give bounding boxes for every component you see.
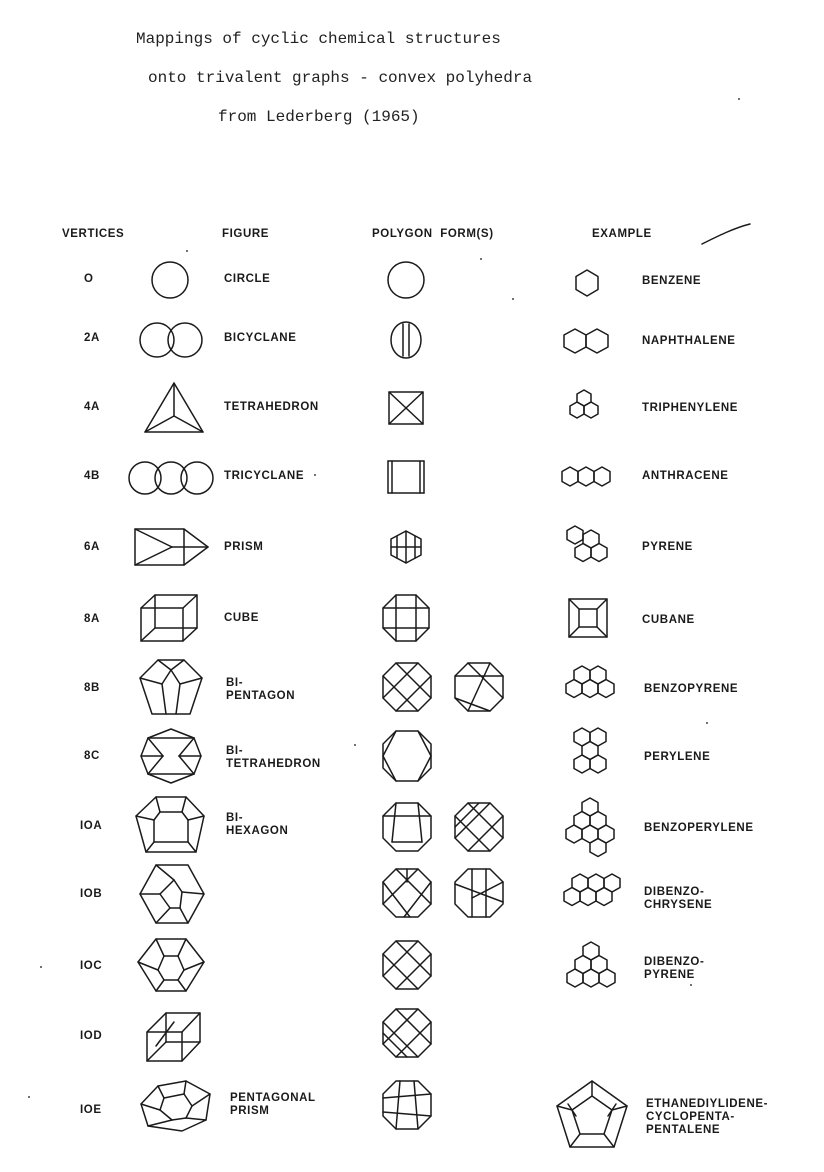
row-10-example-label: DIBENZO- PYRENE	[644, 956, 705, 981]
row-8-example-label: BENZOPERYLENE	[644, 822, 754, 834]
row-12-vertices: IOE	[80, 1104, 102, 1116]
speck	[706, 722, 708, 724]
row-9-example-label: DIBENZO- CHRYSENE	[644, 886, 713, 911]
row-8-figure-bihexagon	[132, 794, 208, 858]
row-4-example-structure	[560, 524, 610, 568]
row-3-figure-label: TRICYCLANE	[224, 470, 305, 482]
row-5-example-structure	[566, 596, 610, 640]
row-0-figure-label: CIRCLE	[224, 273, 271, 285]
row-10-figure-10c	[134, 936, 208, 994]
speck	[690, 984, 692, 986]
row-9-example-structure	[556, 872, 628, 914]
row-6-figure-label: BI- PENTAGON	[226, 677, 296, 702]
row-7-vertices: 8C	[84, 750, 100, 762]
row-0-example-structure	[572, 268, 602, 298]
speck	[28, 1096, 30, 1098]
row-0-figure-circle	[150, 260, 190, 300]
row-2-vertices: 4A	[84, 401, 100, 413]
row-8-figure-label: BI- HEXAGON	[226, 812, 289, 837]
title-line-1: Mappings of cyclic chemical structures	[136, 30, 501, 48]
header-figure: FIGURE	[222, 228, 270, 240]
title-line-3: from Lederberg (1965)	[218, 108, 420, 126]
row-6-polygon-form-2	[452, 660, 506, 714]
row-10-polygon-form-1	[380, 938, 434, 992]
row-0-example-label: BENZENE	[642, 275, 702, 287]
row-2-figure-tetrahedron	[142, 380, 206, 436]
row-5-vertices: 8A	[84, 613, 100, 625]
row-8-polygon-form-2	[452, 800, 506, 854]
row-10-example-structure	[560, 940, 622, 998]
row-3-polygon-form-1	[384, 458, 428, 496]
row-8-example-structure	[558, 796, 622, 858]
row-12-figure-label: PENTAGONAL PRISM	[230, 1092, 316, 1117]
row-9-polygon-form-1	[380, 866, 434, 920]
row-2-example-structure	[564, 388, 604, 428]
row-3-figure-tricyclane	[126, 458, 216, 498]
row-1-vertices: 2A	[84, 332, 100, 344]
stray-pen-stroke	[700, 222, 752, 246]
row-7-example-label: PERYLENE	[644, 751, 711, 763]
row-7-figure-bitetrahedron	[138, 726, 204, 786]
row-3-example-structure	[560, 464, 620, 490]
row-10-vertices: IOC	[80, 960, 103, 972]
header-example: EXAMPLE	[592, 228, 652, 240]
speck	[512, 298, 514, 300]
row-1-example-label: NAPHTHALENE	[642, 335, 736, 347]
row-1-figure-label: BICYCLANE	[224, 332, 297, 344]
row-0-polygon-form-1	[386, 260, 426, 300]
row-7-figure-label: BI- TETRAHEDRON	[226, 745, 321, 770]
row-2-example-label: TRIPHENYLENE	[642, 402, 739, 414]
row-6-figure-bipentagon	[136, 656, 206, 718]
row-4-polygon-form-1	[388, 528, 424, 566]
speck	[314, 474, 316, 476]
title-line-2: onto trivalent graphs - convex polyhedra	[148, 69, 533, 87]
row-9-figure-10b	[136, 862, 208, 926]
speck	[40, 966, 42, 968]
row-5-figure-cube	[138, 592, 202, 644]
header-polygon-forms: POLYGON FORM(S)	[372, 228, 494, 240]
row-7-polygon-form-1	[380, 728, 434, 784]
row-8-vertices: IOA	[80, 820, 103, 832]
row-7-example-structure	[566, 726, 616, 784]
row-2-polygon-form-1	[386, 389, 426, 427]
row-1-polygon-form-1	[388, 320, 424, 360]
row-6-example-structure	[560, 664, 620, 710]
row-5-polygon-form-1	[380, 592, 432, 644]
row-9-polygon-form-2	[452, 866, 506, 920]
row-12-example-structure	[554, 1078, 630, 1150]
row-8-polygon-form-1	[380, 800, 434, 854]
row-4-figure-prism	[132, 526, 212, 568]
row-12-example-label: ETHANEDIYLIDENE- CYCLOPENTA- PENTALENE	[646, 1098, 769, 1136]
row-1-example-structure	[562, 326, 614, 356]
row-6-vertices: 8B	[84, 682, 100, 694]
row-9-vertices: IOB	[80, 888, 103, 900]
row-3-example-label: ANTHRACENE	[642, 470, 729, 482]
row-2-figure-label: TETRAHEDRON	[224, 401, 319, 413]
row-11-vertices: IOD	[80, 1030, 103, 1042]
row-4-figure-label: PRISM	[224, 541, 264, 553]
speck	[354, 744, 356, 746]
row-6-polygon-form-1	[380, 660, 434, 714]
row-0-vertices: O	[84, 273, 94, 285]
row-3-vertices: 4B	[84, 470, 100, 482]
row-4-example-label: PYRENE	[642, 541, 693, 553]
speck	[186, 250, 188, 252]
speck	[738, 98, 740, 100]
row-4-vertices: 6A	[84, 541, 100, 553]
row-6-example-label: BENZOPYRENE	[644, 683, 739, 695]
row-11-polygon-form-1	[380, 1006, 434, 1060]
row-5-figure-label: CUBE	[224, 612, 259, 624]
row-11-figure-10d	[144, 1010, 204, 1064]
row-5-example-label: CUBANE	[642, 614, 695, 626]
speck	[480, 258, 482, 260]
row-12-polygon-form-1	[380, 1078, 434, 1132]
row-1-figure-bicyclane	[136, 320, 206, 360]
header-vertices: VERTICES	[62, 228, 125, 240]
row-12-figure-pentagonal-prism	[138, 1078, 214, 1134]
